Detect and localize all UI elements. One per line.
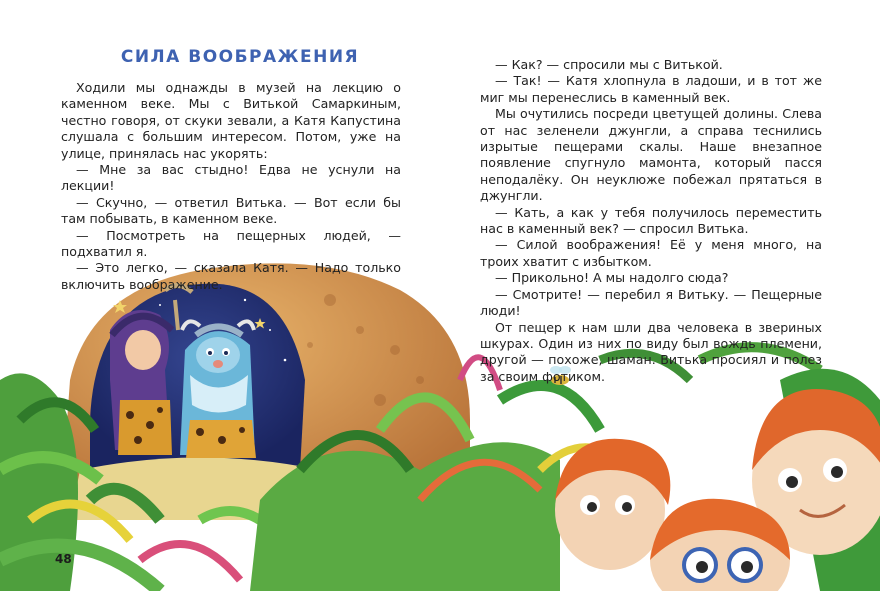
paragraph: — Посмотреть на пещерных людей, — подхватил я.: [61, 227, 401, 260]
page-number: 48: [55, 552, 72, 566]
paragraph: — Кать, а как у тебя получилось переместить нас в каменный век? — спросил Витька.: [480, 204, 822, 237]
paragraph: — Прикольно! А мы надолго сюда?: [495, 270, 729, 286]
chapter-title: СИЛА ВООБРАЖЕНИЯ: [120, 47, 360, 67]
paragraph: Мы очутились посреди цветущей долины. Слева от нас зеленели джунгли, а справа теснились изрытые пещерами скалы. Наше внезапное появление спугнуло мамонта, который пасся неподалёку. Он неуклюже побежал прятаться в джунгли.: [480, 106, 822, 204]
left-column-text: [61, 80, 401, 293]
paragraph: — Смотрите! — перебил я Витьку. — Пещерные люди!: [480, 286, 822, 319]
paragraph: — Силой воображения! Её у меня много, на троих хватит с избытком.: [480, 237, 822, 269]
paragraph: Ходили мы однажды в музей на лекцию о каменном веке. Мы с Витькой Самаркиным, честно говоря, от скуки зевали, а Катя Капустина слушала с большим интересом. Потом, уже на улице, принялась нас укорять:: [61, 80, 401, 161]
paragraph: — Так! — Катя хлопнула в ладоши, и в тот же миг мы перенеслись в каменный век.: [480, 73, 822, 105]
paragraph: От пещер к нам шли два человека в звериных шкурах. Один из них по виду был вождь племени, другой — похоже, шаман. Витька просиял и полез за своим фотиком.: [480, 319, 822, 384]
paragraph: — Мне за вас стыдно! Едва не уснули на лекции!: [61, 162, 401, 194]
paragraph: — Это легко, — сказала Катя. — Надо только включить воображение.: [61, 260, 401, 292]
right-column-text: [480, 57, 822, 385]
paragraph: — Как? — спросили мы с Витькой.: [495, 57, 723, 72]
paragraph: — Скучно, — ответил Витька. — Вот если бы там побывать, в каменном веке.: [61, 194, 401, 227]
